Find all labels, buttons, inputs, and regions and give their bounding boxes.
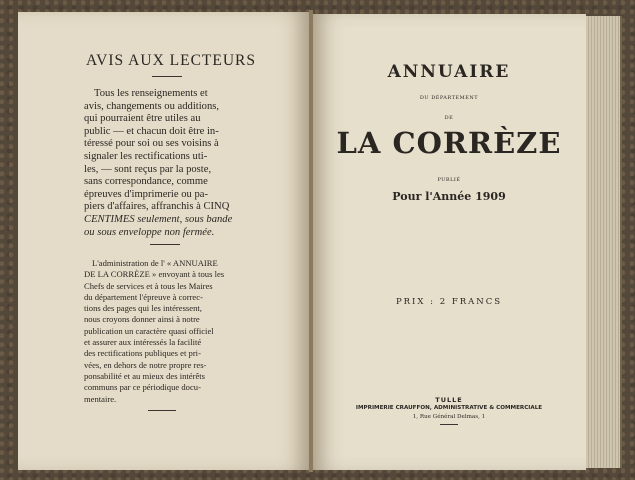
admin-line: et assurer aux intéressés la facilité — [84, 337, 202, 348]
subtitle-de: DE — [444, 115, 454, 121]
admin-line: vées, en dehors de notre propre res- — [84, 359, 207, 370]
admin-line: du département l'épreuve à correc- — [84, 291, 203, 302]
notice-line: public — et chacun doit être in- — [84, 125, 219, 137]
printer-city: TULLE — [435, 396, 463, 404]
administration-paragraph — [84, 258, 254, 405]
notice-line: signaler les rectifications uti- — [84, 150, 208, 162]
admin-line: des rectifications publiques et pri- — [84, 348, 201, 359]
notice-line: les, — sont reçus par la poste, — [84, 163, 212, 175]
section-rule — [150, 244, 180, 245]
annuaire-title: ANNUAIRE — [387, 62, 511, 82]
admin-line: nous croyons donner ainsi à notre — [84, 314, 200, 325]
imprint-rule — [440, 424, 458, 425]
admin-line: publication un caractère quasi officiel — [84, 325, 214, 336]
notice-line: sans correspondance, comme — [84, 176, 208, 188]
printer-name: IMPRIMERIE CRAUFFON, ADMINISTRATIVE & COMMERCIALE — [355, 405, 543, 411]
notice-heading: AVIS AUX LECTEURS — [85, 52, 256, 69]
admin-line: Chefs de services et à tous les Maires — [84, 280, 213, 291]
admin-line: L'administration de l' « ANNUAIRE — [92, 258, 218, 268]
main-title: LA CORRÈZE — [336, 126, 562, 160]
printer-address: 1, Rue Général Delmas, 1 — [412, 414, 486, 420]
notice-line: CENTIMES seulement, sous bande — [84, 213, 233, 225]
year-line: Pour l'Année 1909 — [392, 190, 506, 203]
closing-rule — [148, 410, 176, 411]
notice-line: Tous les renseignements et — [94, 88, 208, 99]
heading-rule — [152, 76, 182, 77]
admin-line: communs par ce périodique docu- — [84, 382, 201, 393]
admin-line: mentaire. — [84, 393, 117, 404]
admin-line: DE LA CORRÈZE » envoyant à tous les — [84, 269, 225, 280]
admin-line: ponsabilité et au mieux des intérêts — [84, 370, 205, 381]
notice-paragraph — [84, 88, 254, 239]
notice-line: avis, changements ou additions, — [84, 100, 220, 112]
notice-line: téressé pour soi ou ses voisins à — [84, 138, 219, 150]
subtitle-department: DU DÉPARTEMENT — [419, 95, 479, 101]
notice-line: épreuves d'imprimerie ou pa- — [84, 188, 208, 200]
notice-line: ou sous enveloppe non fermée. — [84, 226, 215, 238]
subtitle-publie: PUBLIÉ — [437, 177, 461, 183]
notice-line: qui pourraient être utiles au — [84, 113, 201, 125]
price-label: PRIX : 2 FRANCS — [395, 297, 503, 307]
page-stack-edge — [586, 16, 622, 468]
admin-line: tions des pages qui les intéressent, — [84, 303, 202, 314]
notice-line: piers d'affaires, affranchis à CINQ — [84, 201, 230, 213]
